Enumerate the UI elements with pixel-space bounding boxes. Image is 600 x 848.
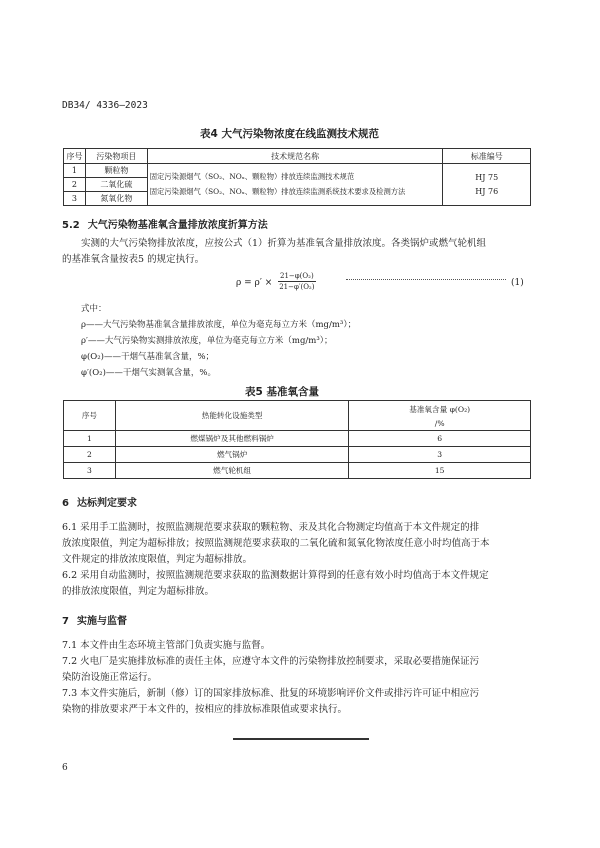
- table5-header-row: [64, 401, 531, 431]
- table4: [63, 148, 531, 206]
- section-title: 大气污染物基准氧含量排放浓度折算方法: [87, 220, 268, 231]
- table4-caption: 表4 大气污染物浓度在线监测技术规范: [200, 128, 379, 140]
- formula-number: (1): [511, 278, 524, 288]
- table4-row-no: 3: [64, 192, 86, 206]
- table-row: [64, 164, 531, 178]
- paragraph-6-2-line: 6.2 采用自动监测时，按照监测规范要求获取的监测数据计算得到的任意有效小时均值高于本文件规定: [62, 570, 489, 581]
- table5-row-no: 2: [64, 447, 116, 463]
- section-number: 7: [62, 616, 69, 627]
- table5-row-type: 燃气锅炉: [115, 447, 349, 463]
- table4-header-no: 序号: [64, 149, 86, 164]
- paragraph-6-2-line: 的排放浓度限值，判定为超标排放。: [62, 586, 215, 597]
- paragraph-7-3-line: 染物的排放要求严于本文件的，按相应的排放标准限值或要求执行。: [62, 704, 348, 715]
- paragraph-7-1: 7.1 本文件由生态环境主管部门负责实施与监督。: [62, 640, 271, 651]
- table4-spec-codes: [443, 164, 531, 206]
- formula-leader-dots: [346, 279, 506, 280]
- table4-spec-name: 固定污染源烟气（SO₂、NOₓ、颗粒物）排放连续监测系统技术要求及检测方法: [149, 187, 406, 196]
- section-number: 6: [62, 498, 69, 509]
- table5-header-type: 热能转化设施类型: [115, 401, 349, 431]
- table4-header-spec: 技术规范名称: [147, 149, 443, 164]
- table5-row-value: 3: [349, 447, 531, 463]
- table4-spec-name: 固定污染源烟气（SO₂、NOₓ、颗粒物）排放连续监测技术规范: [149, 172, 355, 181]
- table4-row-item: 颗粒物: [85, 164, 147, 178]
- end-rule: [233, 738, 369, 740]
- section-7-heading: [62, 612, 127, 627]
- section-5-2-paragraph-line: 的基准氧含量按表5 的规定执行。: [62, 254, 205, 265]
- table5: [63, 400, 531, 479]
- paragraph-6-1-line: 6.1 采用手工监测时，按照监测规范要求获取的颗粒物、汞及其化合物测定均值高于本文件规定的排: [62, 522, 480, 533]
- section-5-2-heading: [62, 216, 268, 231]
- formula-lhs: ρ = ρ′ ×: [236, 278, 273, 288]
- table-row: [64, 463, 531, 479]
- formula-denominator: 21−φ′(O₂): [279, 283, 315, 291]
- table5-row-no: 1: [64, 431, 116, 447]
- paragraph-7-2-line: 7.2 火电厂是实施排放标准的责任主体，应遵守本文件的污染物排放控制要求，采取必要措施保证污: [62, 656, 480, 667]
- section-6-heading: [62, 494, 137, 509]
- table5-row-no: 3: [64, 463, 116, 479]
- table4-header-item: 污染物项目: [85, 149, 147, 164]
- standard-code: DB34/ 4336—2023: [62, 100, 148, 111]
- paragraph-6-1-line: 文件规定的排放浓度限值，判定为超标排放。: [62, 554, 253, 565]
- table5-row-type: 燃煤锅炉及其他燃料锅炉: [115, 431, 349, 447]
- formula-1: [236, 270, 536, 298]
- paragraph-7-3-line: 7.3 本文件实施后，新制（修）订的国家排放标准、批复的环境影响评价文件或排污许可证中相应污: [62, 688, 480, 699]
- table5-row-value: 15: [349, 463, 531, 479]
- table4-row-no: 2: [64, 178, 86, 192]
- table4-row-item: 氮氧化物: [85, 192, 147, 206]
- table4-spec-names: [147, 164, 443, 206]
- paragraph-6-1-line: 放浓度限值，判定为超标排放；按照监测规范要求获取的二氧化硫和氮氧化物浓度任意小时均值高于本: [62, 538, 490, 549]
- formula-fraction: [278, 272, 316, 291]
- table-row: [64, 447, 531, 463]
- table4-row-no: 1: [64, 164, 86, 178]
- section-title: 达标判定要求: [76, 498, 137, 509]
- table5-row-type: 燃气轮机组: [115, 463, 349, 479]
- where-item: ρ——大气污染物基准氧含量排放浓度，单位为毫克每立方米（mg/m³）；: [81, 320, 357, 330]
- section-number: 5.2: [62, 220, 80, 231]
- page-number: 6: [62, 763, 68, 773]
- table5-caption: 表5 基准氧含量: [245, 386, 319, 398]
- table5-row-value: 6: [349, 431, 531, 447]
- paragraph-7-2-line: 染防治设施正常运行。: [62, 672, 158, 683]
- table4-header-code: 标准编号: [443, 149, 531, 164]
- table5-header-value-unit: /%: [434, 418, 445, 428]
- table4-row-item: 二氧化硫: [85, 178, 147, 192]
- formula-numerator: 21−φ(O₂): [280, 272, 314, 280]
- section-5-2-paragraph-line: 实测的大气污染物排放浓度，应按公式（1）折算为基准氧含量排放浓度。各类锅炉或燃气轮机组: [81, 238, 487, 249]
- table5-header-value-label: 基准氧含量 φ(O₂): [409, 404, 471, 414]
- table-row: [64, 431, 531, 447]
- where-item: φ(O₂)——干烟气基准氧含量，%；: [81, 352, 215, 362]
- where-label: 式中：: [81, 304, 107, 314]
- where-item: φ′(O₂)——干烟气实测氧含量，%。: [81, 368, 216, 378]
- section-title: 实施与监督: [76, 616, 127, 627]
- table5-header-value: [349, 401, 531, 431]
- table4-header-row: [64, 149, 531, 164]
- table4-spec-code: HJ 75: [475, 173, 499, 182]
- where-item: ρ′——大气污染物实测排放浓度，单位为毫克每立方米（mg/m³）；: [81, 336, 333, 346]
- table5-header-no: 序号: [64, 401, 116, 431]
- table4-spec-code: HJ 76: [475, 187, 499, 196]
